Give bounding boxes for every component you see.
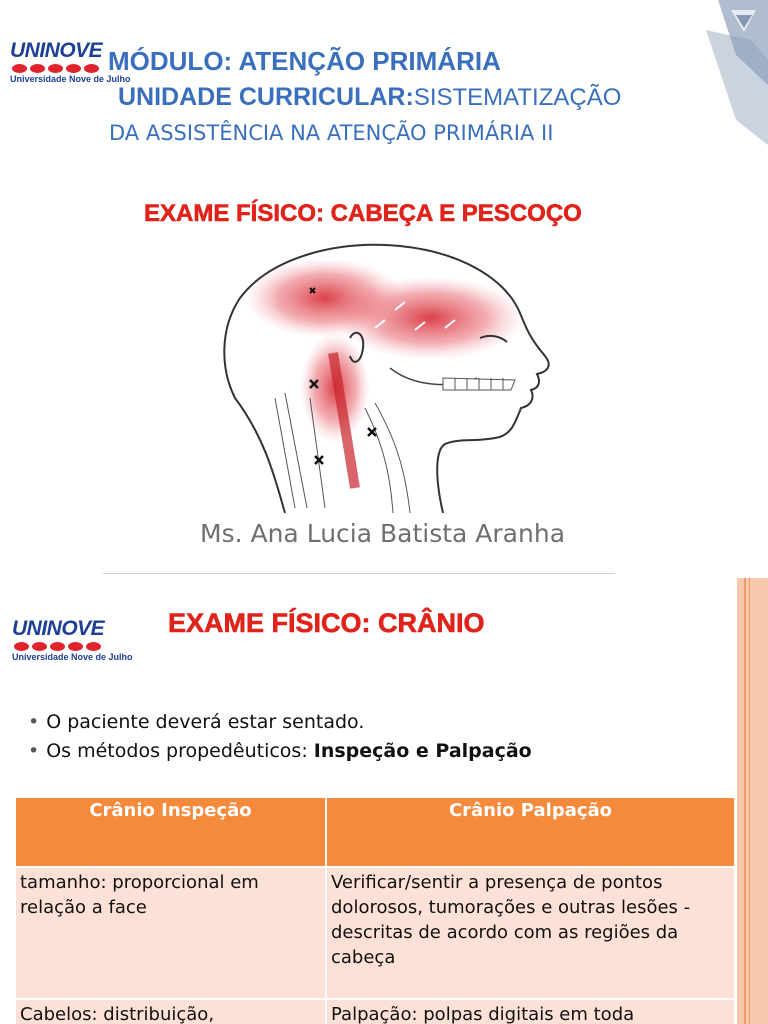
- bullet-item: [28, 708, 532, 737]
- corner-decoration: [706, 0, 768, 145]
- bullet-text: O paciente deverá estar sentado.: [46, 711, 365, 733]
- logo-wordmark: UNINOVE: [10, 39, 103, 62]
- table-header-inspecao: Crânio Inspeção: [16, 798, 326, 867]
- table-row: [16, 867, 735, 999]
- head-neck-illustration: [215, 238, 560, 513]
- table-cell: tamanho: proporcional em relação a face: [16, 867, 326, 999]
- bullet-item: [28, 737, 532, 766]
- table-cell: Palpação: polpas digitais em toda: [326, 999, 735, 1024]
- bullet-list: [28, 708, 532, 766]
- logo-subtitle: Universidade Nove de Julho: [10, 74, 131, 84]
- table-row: [16, 999, 735, 1024]
- slide-divider: [103, 573, 615, 574]
- table-cell: Cabelos: distribuição,: [16, 999, 326, 1024]
- unit-label: UNIDADE CURRICULAR:: [118, 83, 414, 111]
- logo-subtitle: Universidade Nove de Julho: [12, 652, 133, 662]
- slide-cranio: [0, 578, 768, 1024]
- uninove-logo: [12, 618, 133, 663]
- slide-title-text: EXAME FÍSICO: CABEÇA E PESCOÇO: [144, 200, 582, 227]
- module-title: MÓDULO: ATENÇÃO PRIMÁRIA: [108, 46, 501, 76]
- unit-title: [118, 83, 621, 112]
- unit-title-line2: DA ASSISTÊNCIA NA ATENÇÃO PRIMÁRIA II: [109, 121, 554, 145]
- side-decoration-bar: [737, 578, 768, 1024]
- logo-dots: [14, 642, 133, 651]
- bullet-bold-text: Inspeção e Palpação: [313, 740, 532, 762]
- logo-wordmark: UNINOVE: [12, 617, 105, 640]
- author-name: Ms. Ana Lucia Batista Aranha: [200, 519, 566, 548]
- table-cell: Verificar/sentir a presença de pontos dolorosos, tumorações e outras lesões - descritas de acordo com as regiões da cabeça: [326, 867, 735, 999]
- cranio-table: [16, 798, 736, 1024]
- slide-title-text: EXAME FÍSICO: CRÂNIO: [168, 608, 485, 638]
- bullet-text: Os métodos propedêuticos:: [46, 740, 314, 762]
- unit-value: SISTEMATIZAÇÃO: [413, 84, 622, 111]
- table-header-palpacao: Crânio Palpação: [326, 798, 735, 867]
